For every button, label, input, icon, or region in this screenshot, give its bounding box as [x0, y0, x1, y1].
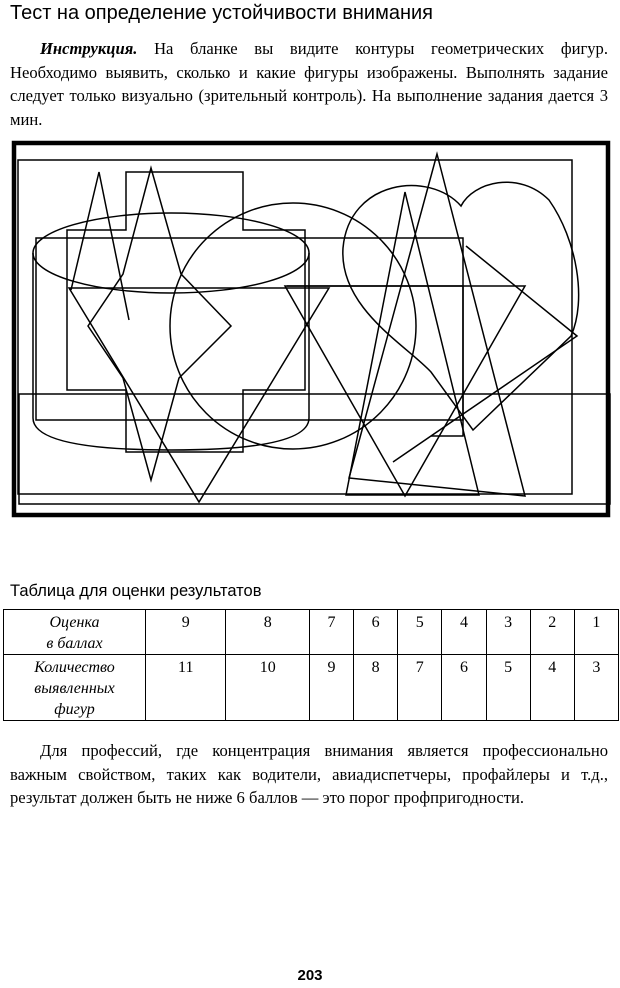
header-count-line2: выявленных	[34, 680, 115, 697]
count-cell: 7	[398, 655, 442, 721]
mid-rectangle	[36, 238, 463, 420]
score-cell: 4	[442, 610, 486, 655]
count-cell: 11	[146, 655, 226, 721]
score-cell: 2	[530, 610, 574, 655]
score-cell: 5	[398, 610, 442, 655]
triangle-up-left	[71, 172, 129, 320]
count-cell: 3	[574, 655, 618, 721]
score-cell: 6	[354, 610, 398, 655]
cross-shape	[67, 172, 305, 452]
cylinder-top-ellipse	[33, 213, 309, 293]
instruction-lead: Инструкция.	[40, 39, 138, 58]
count-cell: 6	[442, 655, 486, 721]
table-row-count	[4, 655, 619, 721]
header-score	[4, 610, 146, 655]
instruction-text: На бланке вы видите контуры геометрических фигур. Необходимо выявить, сколько и какие фигуры изображены. Выполнять задание следует только визуально (зрительный контроль). На выполнение задания дается 3 мин.	[10, 39, 608, 129]
count-cell: 4	[530, 655, 574, 721]
geometric-figures-test-image	[11, 140, 611, 518]
score-cell: 7	[309, 610, 353, 655]
triangle-down-left	[69, 288, 329, 502]
large-rectangle-top	[18, 160, 572, 494]
page-number: 203	[297, 967, 323, 984]
header-count-line1: Количество	[34, 659, 115, 676]
score-cell: 8	[226, 610, 309, 655]
table-title: Таблица для оценки результатов	[10, 582, 262, 600]
page-title: Тест на определение устойчивости внимания	[10, 2, 434, 24]
results-table	[3, 609, 619, 721]
score-cell: 3	[486, 610, 530, 655]
heart-shape	[343, 182, 579, 430]
right-rectangle	[287, 286, 463, 436]
header-score-line2: в баллах	[46, 635, 103, 652]
header-count	[4, 655, 146, 721]
count-cell: 9	[309, 655, 353, 721]
instruction-paragraph	[10, 37, 608, 131]
count-cell: 5	[486, 655, 530, 721]
score-cell: 1	[574, 610, 618, 655]
header-score-line1: Оценка	[49, 614, 100, 631]
count-cell: 10	[226, 655, 309, 721]
large-rectangle-bottom	[19, 394, 610, 504]
outer-frame	[14, 143, 608, 515]
count-cell: 8	[354, 655, 398, 721]
table-row-score	[4, 610, 619, 655]
score-cell: 9	[146, 610, 226, 655]
triangle-right-diagonal	[393, 246, 577, 462]
note-paragraph: Для профессий, где концентрация внимания является профессионально важным свойством, таких как водители, авиадиспетчеры, профайлеры и т.д., результат должен быть не ниже 6 баллов — это порог профпригодности.	[10, 741, 608, 807]
header-count-line3: фигур	[54, 701, 95, 718]
triangle-down-center	[285, 286, 525, 496]
